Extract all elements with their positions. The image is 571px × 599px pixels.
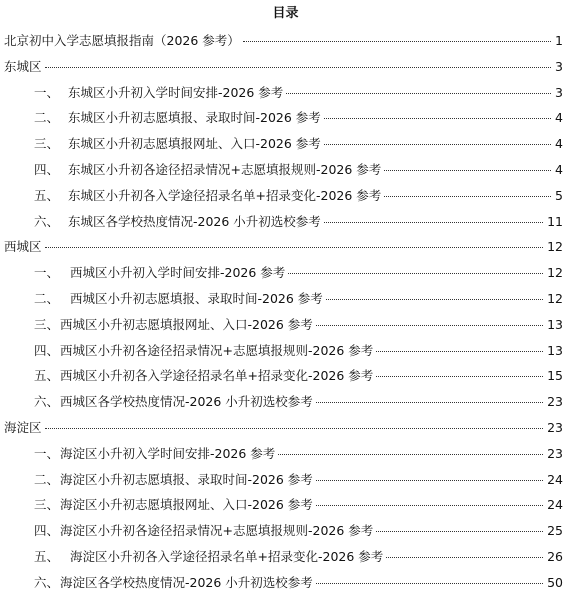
toc-entry[interactable]	[34, 470, 563, 490]
toc-entry-title: 东城区小升初志愿填报、录取时间-2026 参考	[68, 110, 321, 125]
toc-entry-page: 4	[555, 162, 563, 177]
toc-title: 目录	[272, 6, 299, 21]
toc-entry-title: 西城区小升初志愿填报、录取时间-2026 参考	[70, 291, 323, 306]
toc-entry[interactable]	[34, 108, 563, 128]
toc-entry-title: 西城区	[4, 239, 42, 254]
toc-entry[interactable]	[34, 341, 563, 361]
toc-dot-leader	[326, 298, 543, 300]
toc-dot-leader	[316, 479, 543, 481]
toc-entry-page: 23	[547, 394, 563, 409]
toc-entry-number: 五、	[34, 368, 60, 383]
toc-entry[interactable]	[4, 57, 563, 77]
toc-entry-title: 海淀区小升初入学时间安排-2026 参考	[60, 446, 276, 461]
toc-entry-page: 4	[555, 110, 563, 125]
toc-dot-leader	[324, 143, 551, 145]
toc-entry[interactable]	[34, 366, 563, 386]
toc-entry[interactable]	[34, 573, 563, 593]
toc-entry-page: 12	[547, 291, 563, 306]
toc-dot-leader	[45, 427, 544, 429]
toc-entry-title: 海淀区小升初志愿填报网址、入口-2026 参考	[60, 497, 313, 512]
toc-entry[interactable]	[34, 444, 563, 464]
toc-entry-page: 12	[547, 265, 563, 280]
toc-dot-leader	[243, 40, 551, 42]
toc-entry[interactable]	[34, 212, 563, 232]
toc-dot-leader	[384, 195, 551, 197]
toc-entry-number: 三、	[34, 317, 60, 332]
toc-dot-leader	[376, 530, 543, 532]
toc-entry-number: 六、	[34, 575, 60, 590]
toc-dot-leader	[384, 169, 551, 171]
toc-entry-page: 12	[547, 239, 563, 254]
toc-entry-title: 西城区各学校热度情况-2026 小升初选校参考	[60, 394, 313, 409]
toc-entry[interactable]	[34, 83, 563, 103]
toc-entry[interactable]	[34, 521, 563, 541]
toc-entry-title: 西城区小升初各入学途径招录名单+招录变化-2026 参考	[60, 368, 374, 383]
toc-entry[interactable]	[4, 237, 563, 257]
toc-entry-page: 25	[547, 523, 563, 538]
toc-entry-title: 北京初中入学志愿填报指南（2026 参考）	[4, 33, 240, 48]
toc-dot-leader	[316, 582, 543, 584]
toc-entry-title: 西城区小升初志愿填报网址、入口-2026 参考	[60, 317, 313, 332]
toc-entry-number: 二、	[34, 472, 60, 487]
toc-entry-number: 一、	[34, 265, 60, 280]
toc-dot-leader	[288, 272, 543, 274]
toc-dot-leader	[316, 401, 543, 403]
toc-entry-number: 一、	[34, 446, 60, 461]
toc-entry-number: 六、	[34, 214, 60, 229]
toc-dot-leader	[324, 221, 543, 223]
toc-dot-leader	[316, 504, 543, 506]
toc-entry-page: 4	[555, 136, 563, 151]
toc-entry-page: 50	[547, 575, 563, 590]
toc-entry-page: 24	[547, 472, 563, 487]
toc-entry-title: 东城区小升初各入学途径招录名单+招录变化-2026 参考	[68, 188, 382, 203]
toc-entry-number: 四、	[34, 523, 60, 538]
toc-entry[interactable]	[4, 418, 563, 438]
toc-entry-title: 东城区小升初志愿填报网址、入口-2026 参考	[68, 136, 321, 151]
toc-entry-page: 3	[555, 59, 563, 74]
toc-dot-leader	[286, 92, 551, 94]
toc-dot-leader	[376, 350, 543, 352]
toc-dot-leader	[316, 324, 543, 326]
toc-entry[interactable]	[34, 392, 563, 412]
toc-entry-title: 东城区小升初入学时间安排-2026 参考	[68, 85, 284, 100]
toc-entry-title: 海淀区小升初各途径招录情况+志愿填报规则-2026 参考	[60, 523, 374, 538]
toc-entry-number: 三、	[34, 136, 60, 151]
toc-entry[interactable]	[34, 134, 563, 154]
toc-entry-title: 海淀区各学校热度情况-2026 小升初选校参考	[60, 575, 313, 590]
toc-dot-leader	[376, 375, 543, 377]
toc-entry-number: 六、	[34, 394, 60, 409]
toc-entry[interactable]	[34, 495, 563, 515]
toc-entry[interactable]	[34, 289, 563, 309]
toc-entry-title: 海淀区小升初志愿填报、录取时间-2026 参考	[60, 472, 313, 487]
toc-entry-page: 23	[547, 420, 563, 435]
toc-entry-number: 一、	[34, 85, 60, 100]
toc-entry[interactable]	[34, 547, 563, 567]
toc-entry-title: 海淀区小升初各入学途径招录名单+招录变化-2026 参考	[70, 549, 384, 564]
toc-dot-leader	[45, 66, 552, 68]
toc-entry[interactable]	[34, 186, 563, 206]
toc-entry[interactable]	[34, 315, 563, 335]
toc-entry-title: 东城区	[4, 59, 42, 74]
toc-entry-page: 5	[555, 188, 563, 203]
toc-dot-leader	[324, 117, 551, 119]
toc-entry-number: 二、	[34, 110, 60, 125]
toc-entry-page: 15	[547, 368, 563, 383]
toc-entry-page: 13	[547, 317, 563, 332]
toc-dot-leader	[278, 453, 543, 455]
toc-entry-page: 1	[555, 33, 563, 48]
toc-entry-title: 东城区小升初各途径招录情况+志愿填报规则-2026 参考	[68, 162, 382, 177]
toc-entry[interactable]	[34, 160, 563, 180]
toc-entry-number: 五、	[34, 549, 60, 564]
toc-entry-page: 3	[555, 85, 563, 100]
toc-entry-page: 26	[547, 549, 563, 564]
toc-entry-page: 13	[547, 343, 563, 358]
toc-entry-number: 二、	[34, 291, 60, 306]
toc-entry-title: 西城区小升初入学时间安排-2026 参考	[70, 265, 286, 280]
toc-entry-title: 东城区各学校热度情况-2026 小升初选校参考	[68, 214, 321, 229]
toc-entry-page: 11	[547, 214, 563, 229]
toc-entry[interactable]	[34, 263, 563, 283]
toc-entry-page: 23	[547, 446, 563, 461]
toc-entry-page: 24	[547, 497, 563, 512]
toc-dot-leader	[386, 556, 543, 558]
toc-entry[interactable]	[4, 31, 563, 51]
toc-entry-number: 五、	[34, 188, 60, 203]
toc-entry-title: 海淀区	[4, 420, 42, 435]
toc-entry-number: 三、	[34, 497, 60, 512]
toc-dot-leader	[45, 246, 544, 248]
toc-entry-number: 四、	[34, 343, 60, 358]
toc-entry-number: 四、	[34, 162, 60, 177]
toc-entry-title: 西城区小升初各途径招录情况+志愿填报规则-2026 参考	[60, 343, 374, 358]
